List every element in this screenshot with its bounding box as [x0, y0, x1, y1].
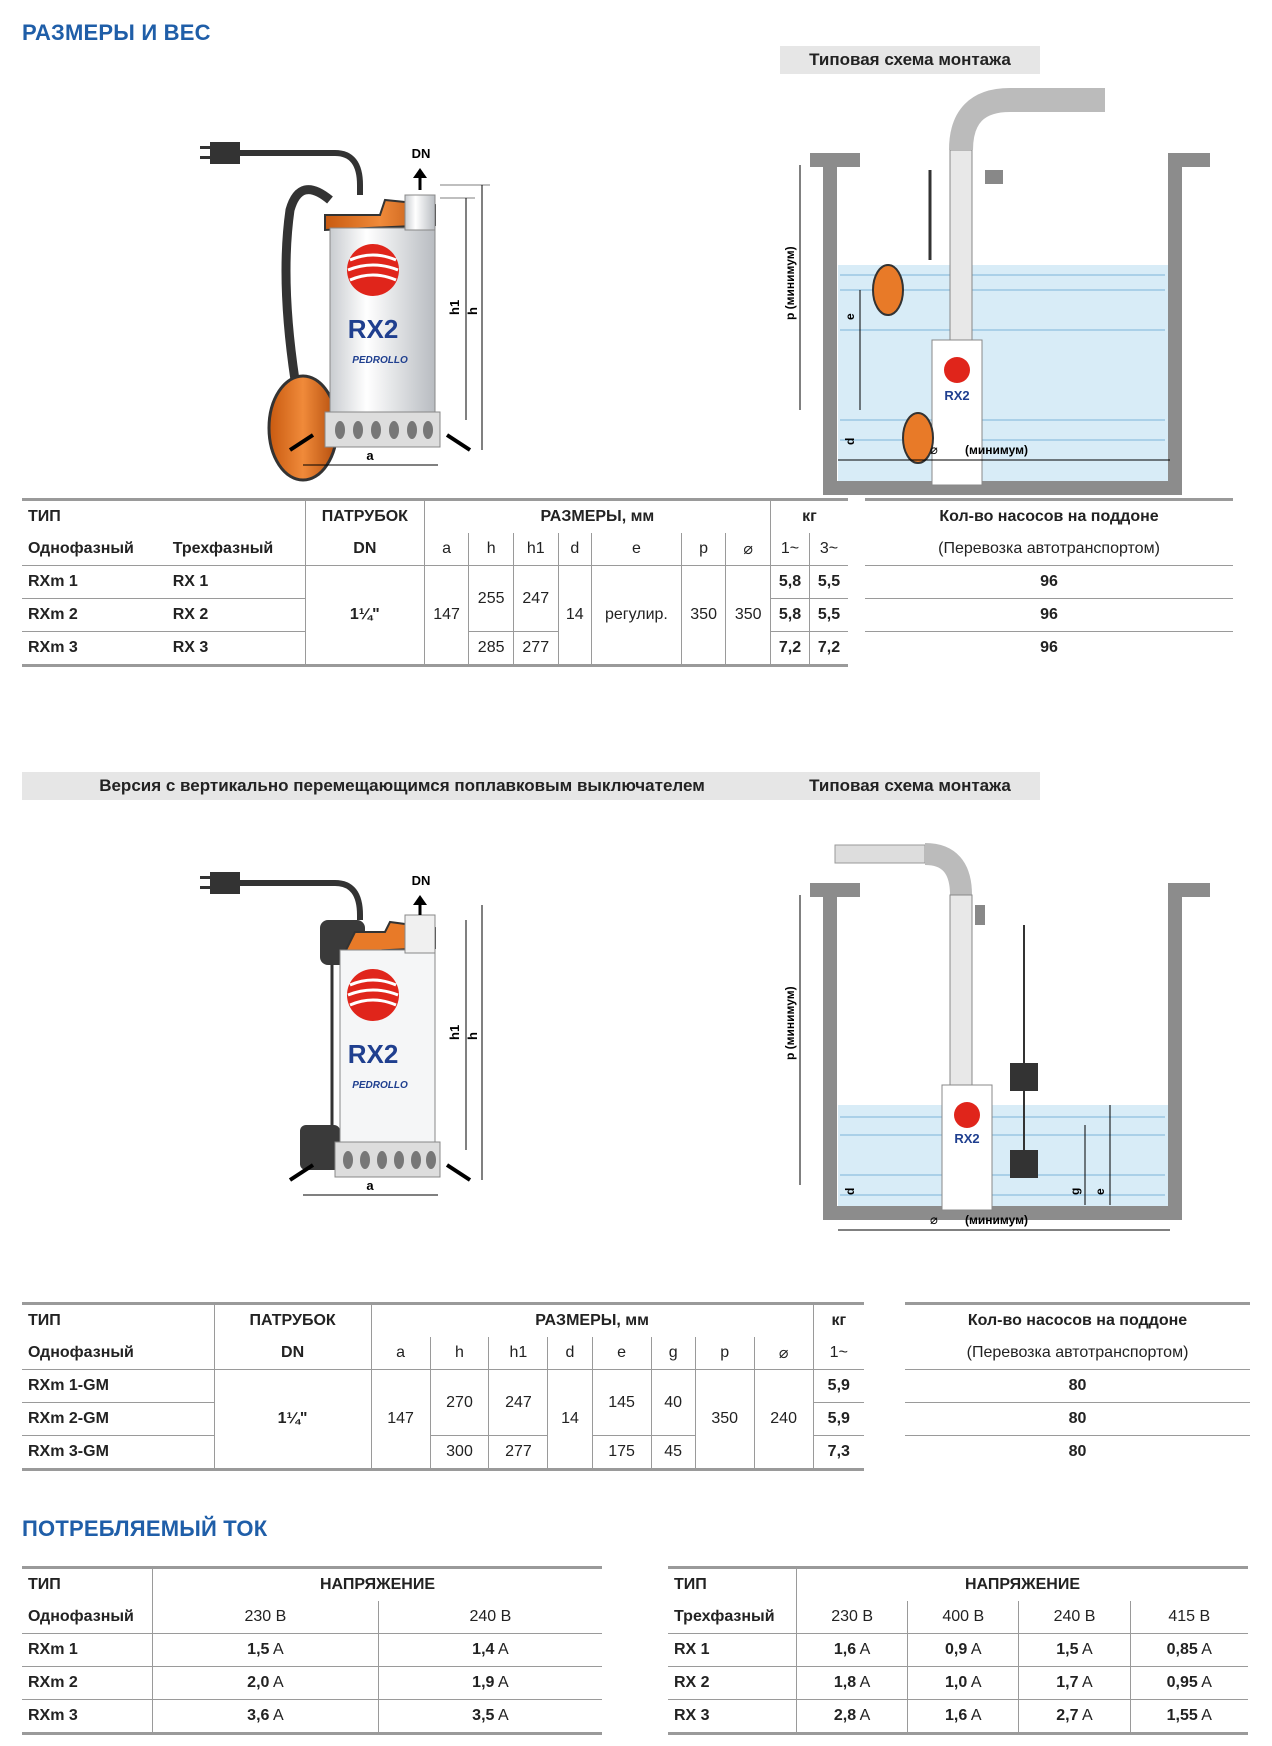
table-cell: 415 В — [1130, 1601, 1248, 1634]
d-label: d — [843, 1187, 857, 1195]
table-cell: RXm 1 — [28, 573, 78, 590]
th-type: ТИП — [28, 1576, 61, 1593]
th-type: ТИП — [674, 1576, 707, 1593]
th-single: Однофазный — [28, 540, 134, 557]
table-cell: 3,6 A — [153, 1700, 379, 1734]
table-cell: 1,0 A — [908, 1667, 1019, 1700]
table-cell: 5,5 — [810, 566, 848, 599]
table-cell: 230 В — [153, 1601, 379, 1634]
table-cell: 3,5 A — [378, 1700, 602, 1734]
table-cell: 1,7 A — [1019, 1667, 1130, 1700]
table-cell: 7,2 — [810, 632, 848, 666]
model-label: RX2 — [347, 314, 399, 344]
table-row — [22, 1667, 602, 1700]
table-row — [865, 632, 1233, 665]
table-cell: 5,8 — [771, 599, 810, 632]
table-cell: RX 3 — [167, 632, 306, 666]
table-cell: 350 — [695, 1370, 754, 1470]
table-cell: RXm 3-GM — [22, 1436, 214, 1470]
th-voltage: НАПРЯЖЕНИЕ — [797, 1568, 1249, 1602]
table-cell: 0,85 A — [1130, 1634, 1248, 1667]
dimensions-table-2 — [22, 1302, 864, 1471]
table-cell: 5,8 — [771, 566, 810, 599]
table-cell: 80 — [1068, 1410, 1087, 1427]
table-cell: 240 В — [378, 1601, 602, 1634]
table-cell: 1,6 A — [797, 1634, 908, 1667]
th-col-h: h — [469, 533, 514, 566]
table-cell: 277 — [489, 1436, 548, 1470]
th-dims: РАЗМЕРЫ, мм — [424, 500, 770, 534]
table-cell: 14 — [548, 1370, 592, 1470]
table-cell: 145 — [592, 1370, 651, 1436]
th-col-diam: ⌀ — [726, 533, 771, 566]
th-phase: Трехфазный — [674, 1608, 775, 1625]
table-row — [22, 1634, 602, 1667]
table-cell: 96 — [1040, 573, 1058, 590]
install-scheme-drawing-1 — [780, 80, 1240, 520]
table-cell: 40 — [651, 1370, 695, 1436]
table-row — [865, 566, 1233, 599]
th-dn: DN — [305, 533, 424, 566]
table-cell: RX 3 — [674, 1707, 710, 1724]
min-label: (минимум) — [965, 1213, 1028, 1227]
model-label: RX2 — [347, 1039, 399, 1069]
table-cell: 247 — [513, 566, 558, 632]
th-phase: Однофазный — [28, 1608, 134, 1625]
th-type: ТИП — [28, 508, 61, 525]
table-cell: 1,6 A — [908, 1700, 1019, 1734]
section-title-current: ПОТРЕБЛЯЕМЫЙ ТОК — [22, 1516, 268, 1541]
water-area — [838, 1105, 1168, 1206]
th-dn: DN — [214, 1337, 371, 1370]
table-cell: 14 — [558, 566, 591, 666]
th-single: Однофазный — [28, 1344, 134, 1361]
table-cell: 400 В — [908, 1601, 1019, 1634]
table-cell: e — [592, 1337, 651, 1370]
h1-label: h1 — [447, 299, 462, 315]
th-voltage: НАПРЯЖЕНИЕ — [153, 1568, 603, 1602]
table-cell: 230 В — [797, 1601, 908, 1634]
table-cell: RXm 1 — [28, 1641, 78, 1658]
table-cell: 255 — [469, 566, 514, 632]
pedrollo-logo-icon — [347, 244, 399, 296]
th-col-d: d — [558, 533, 591, 566]
plug-icon — [210, 142, 240, 164]
table-row — [22, 566, 848, 599]
table-row — [668, 1634, 1248, 1667]
float-switch-icon — [300, 1125, 340, 1170]
install-scheme-title-1: Типовая схема монтажа — [780, 46, 1040, 74]
pallet-table-2 — [905, 1302, 1250, 1468]
float-icon — [873, 265, 903, 315]
th-pipe: ПАТРУБОК — [305, 500, 424, 534]
table-cell: a — [371, 1337, 430, 1370]
pallet-subheader: (Перевозка автотранспортом) — [966, 1344, 1189, 1361]
pallet-header: Кол-во насосов на поддоне — [967, 1312, 1188, 1329]
valve-icon — [975, 905, 985, 925]
dn-label: DN — [411, 873, 431, 888]
version-title: Версия с вертикально перемещающимся поплавковым выключателем — [22, 772, 782, 800]
table-cell: 80 — [1068, 1443, 1087, 1460]
table-cell: 300 — [430, 1436, 489, 1470]
table-cell: 1,4 A — [378, 1634, 602, 1667]
install-scheme-drawing-2 — [780, 805, 1240, 1255]
table-cell: 96 — [1040, 639, 1058, 656]
diam-symbol: ⌀ — [930, 442, 938, 457]
table-cell: 1,55 A — [1130, 1700, 1248, 1734]
table-row — [668, 1667, 1248, 1700]
table-row — [905, 1370, 1250, 1403]
current-table-single-phase — [22, 1566, 602, 1735]
table-cell: 240 — [754, 1370, 813, 1470]
h-label: h — [465, 1032, 480, 1040]
pallet-header: Кол-во насосов на поддоне — [939, 508, 1159, 525]
table-cell: 350 — [726, 566, 771, 666]
table-cell: d — [548, 1337, 592, 1370]
pallet-subheader: (Перевозка автотранспортом) — [938, 540, 1160, 557]
table-cell: h — [430, 1337, 489, 1370]
pump-dimension-drawing-1 — [195, 130, 555, 530]
h-label: h — [465, 307, 480, 315]
scheme1-model-label: RX2 — [944, 388, 970, 403]
table-cell: 277 — [513, 632, 558, 666]
table-cell: 2,8 A — [797, 1700, 908, 1734]
a-label: a — [366, 1178, 374, 1193]
th-col-h1: h1 — [513, 533, 558, 566]
table-cell: 0,9 A — [908, 1634, 1019, 1667]
table-row — [865, 599, 1233, 632]
table-cell: RXm 1-GM — [28, 1377, 109, 1394]
table-row — [22, 1700, 602, 1734]
table-cell: RX 1 — [674, 1641, 710, 1658]
table-cell: 1¼" — [305, 566, 424, 666]
table-cell: 96 — [1040, 606, 1058, 623]
table-cell: 1,5 A — [1019, 1634, 1130, 1667]
table-row — [905, 1436, 1250, 1469]
th-type: ТИП — [28, 1312, 61, 1329]
table-cell: 240 В — [1019, 1601, 1130, 1634]
p-min-label: p (минимум) — [783, 246, 797, 320]
table-cell: RX 1 — [172, 573, 209, 590]
table-cell: RXm 2 — [22, 599, 167, 632]
table-cell: 1~ — [813, 1337, 864, 1370]
th-pipe: ПАТРУБОК — [214, 1304, 371, 1338]
valve-icon — [985, 170, 1003, 184]
table-cell: g — [651, 1337, 695, 1370]
table-cell: 45 — [651, 1436, 695, 1470]
pallet-table-1 — [865, 498, 1233, 664]
th-col-e: e — [592, 533, 682, 566]
h1-label: h1 — [447, 1024, 462, 1040]
table-cell: RXm 2 — [28, 1674, 78, 1691]
th-three: Трехфазный — [172, 540, 274, 557]
table-cell: 285 — [469, 632, 514, 666]
th-kg: кг — [813, 1304, 864, 1338]
th-kg3: 3~ — [810, 533, 848, 566]
table-cell: 147 — [371, 1370, 430, 1470]
current-table-three-phase — [668, 1566, 1248, 1735]
th-col-a: a — [424, 533, 469, 566]
table-row — [905, 1403, 1250, 1436]
table-cell: RXm 2-GM — [22, 1403, 214, 1436]
table-cell: 5,5 — [810, 599, 848, 632]
table-cell: ⌀ — [754, 1337, 813, 1370]
th-dims: РАЗМЕРЫ, мм — [371, 1304, 813, 1338]
table-cell: RXm 3 — [28, 1707, 78, 1724]
table-row — [22, 1370, 864, 1403]
table-cell: 270 — [430, 1370, 489, 1436]
e-label: e — [843, 313, 857, 320]
table-cell: RXm 3 — [22, 632, 167, 666]
table-cell: RX 2 — [167, 599, 306, 632]
pedrollo-logo-icon — [347, 969, 399, 1021]
table-cell: h1 — [489, 1337, 548, 1370]
th-kg: кг — [771, 500, 848, 534]
table-cell: 7,2 — [771, 632, 810, 666]
table-cell: 1,8 A — [797, 1667, 908, 1700]
table-cell: 2,0 A — [153, 1667, 379, 1700]
table-cell: 350 — [681, 566, 726, 666]
plug-icon — [210, 872, 240, 894]
section-title-dimensions: РАЗМЕРЫ И ВЕС — [22, 20, 211, 45]
table-cell: 5,9 — [813, 1370, 864, 1403]
g-label: g — [1068, 1187, 1082, 1195]
scheme2-model-label: RX2 — [954, 1131, 980, 1146]
pump-dimension-drawing-2 — [195, 860, 555, 1260]
table-cell: 1,5 A — [153, 1634, 379, 1667]
table-cell: 5,9 — [813, 1403, 864, 1436]
table-cell: 2,7 A — [1019, 1700, 1130, 1734]
p-min-label: p (минимум) — [783, 986, 797, 1060]
table-row — [668, 1700, 1248, 1734]
table-cell: 175 — [592, 1436, 651, 1470]
min-label: (минимум) — [965, 443, 1028, 457]
table-cell: 80 — [1068, 1377, 1087, 1394]
diam-symbol: ⌀ — [930, 1212, 938, 1227]
table-cell: 7,3 — [813, 1436, 864, 1470]
a-label: a — [366, 448, 374, 463]
th-col-p: p — [681, 533, 726, 566]
table-cell: 147 — [424, 566, 469, 666]
table-cell: регулир. — [592, 566, 682, 666]
table-cell: 1,9 A — [378, 1667, 602, 1700]
brand-label: PEDROLLO — [352, 355, 408, 366]
dn-label: DN — [411, 146, 431, 161]
e-label: e — [1093, 1188, 1107, 1195]
install-scheme-title-2: Типовая схема монтажа — [780, 772, 1040, 800]
d-label: d — [843, 437, 857, 445]
table-cell: 0,95 A — [1130, 1667, 1248, 1700]
dimensions-table-1 — [22, 498, 848, 667]
table-cell: 247 — [489, 1370, 548, 1436]
table-cell: 1¼" — [214, 1370, 371, 1470]
table-cell: RX 2 — [674, 1674, 710, 1691]
table-cell: p — [695, 1337, 754, 1370]
brand-label: PEDROLLO — [352, 1080, 408, 1091]
th-kg1: 1~ — [771, 533, 810, 566]
